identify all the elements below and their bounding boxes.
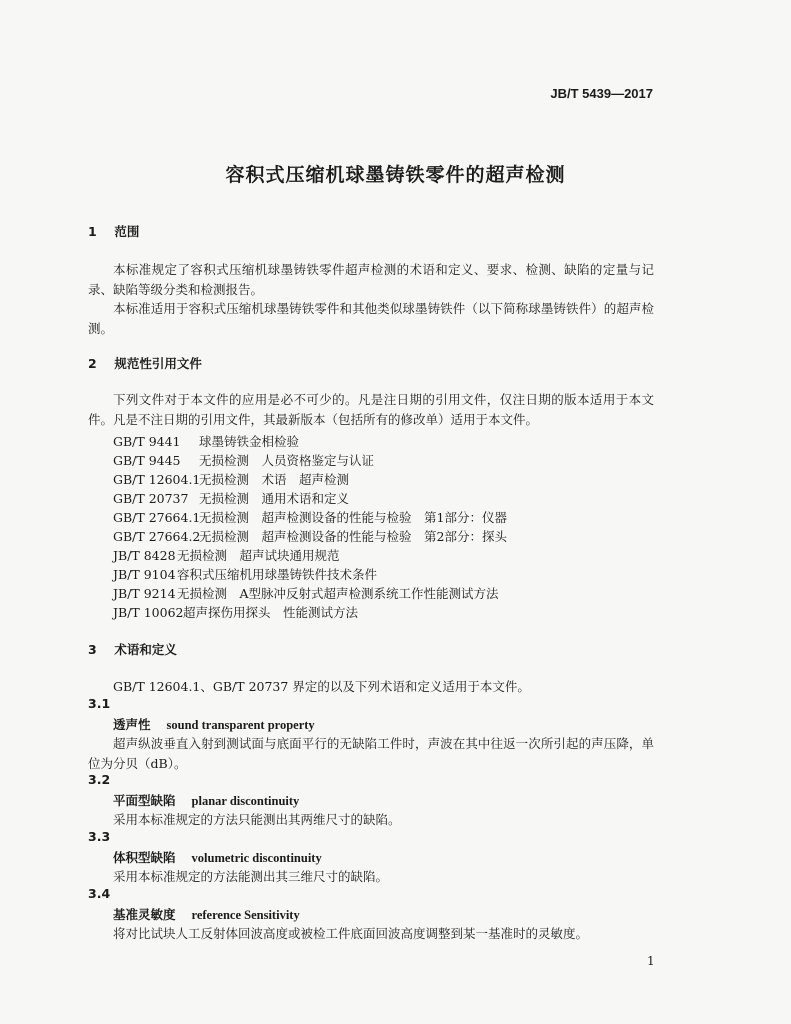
- definition-text: 采用本标准规定的方法能测出其三维尺寸的缺陷。: [113, 869, 389, 884]
- section-2-body: [88, 390, 654, 429]
- term-zh: 平面型缺陷: [113, 793, 176, 808]
- term-zh: 基准灵敏度: [113, 907, 176, 922]
- reference-item: [113, 603, 358, 621]
- reference-code: GB/T 20737: [113, 491, 189, 506]
- term-definition: [88, 734, 654, 773]
- page-number: 1: [647, 954, 655, 968]
- reference-item: [113, 508, 507, 526]
- clause-number: 3.4: [88, 886, 111, 901]
- reference-title: 超声探伤用探头 性能测试方法: [183, 605, 359, 620]
- definition-text: 超声纵波垂直入射到测试面与底面平行的无缺陷工件时，声波在其中往返一次所引起的声压降，单位为分贝（dB）。: [88, 736, 654, 771]
- section-3-intro: GB/T 12604.1、GB/T 20737 界定的以及下列术语和定义适用于本文件。: [113, 679, 530, 694]
- reference-title: 无损检测 超声检测设备的性能与检验 第1部分：仪器: [199, 510, 507, 525]
- section-number: 1: [88, 224, 97, 239]
- term-heading: [113, 848, 322, 866]
- section-number: 3: [88, 642, 97, 657]
- reference-title: 无损检测 通用术语和定义: [199, 491, 350, 506]
- section-title: 术语和定义: [114, 642, 177, 657]
- reference-item: [113, 470, 349, 488]
- clause-number: 3.2: [88, 772, 111, 787]
- term-zh: 透声性: [113, 717, 151, 732]
- term-en: sound transparent property: [166, 718, 315, 732]
- reference-title: 球墨铸铁金相检验: [199, 434, 300, 449]
- section-3-heading: [88, 640, 177, 658]
- term-en: planar discontinuity: [191, 794, 300, 808]
- reference-title: 容积式压缩机用球墨铸铁件技术条件: [177, 567, 378, 582]
- term-en: reference Sensitivity: [191, 908, 300, 922]
- paragraph: 本标准适用于容积式压缩机球墨铸铁零件和其他类似球墨铸铁件（以下简称球墨铸铁件）的超声检测。: [88, 301, 654, 336]
- term-en: volumetric discontinuity: [191, 851, 322, 865]
- clause-number: 3.1: [88, 696, 111, 711]
- reference-item: [113, 565, 377, 583]
- reference-title: 无损检测 超声试块通用规范: [177, 548, 340, 563]
- paragraph: 下列文件对于本文件的应用是必不可少的。凡是注日期的引用文件，仅注日期的版本适用于本文件。凡是不注日期的引用文件，其最新版本（包括所有的修改单）适用于本文件。: [88, 392, 654, 427]
- reference-title: 无损检测 A型脉冲反射式超声检测系统工作性能测试方法: [177, 586, 499, 601]
- reference-code: JB/T 9104: [113, 567, 176, 582]
- term-definition: [88, 867, 654, 887]
- paragraph: 本标准规定了容积式压缩机球墨铸铁零件超声检测的术语和定义、要求、检测、缺陷的定量与记录、缺陷等级分类和检测报告。: [88, 262, 654, 297]
- reference-code: JB/T 10062: [113, 605, 184, 620]
- definition-text: 将对比试块人工反射体回波高度或被检工件底面回波高度调整到某一基准时的灵敏度。: [113, 926, 589, 941]
- reference-title: 无损检测 超声检测设备的性能与检验 第2部分：探头: [199, 529, 507, 544]
- reference-code: JB/T 9214: [113, 586, 176, 601]
- reference-code: JB/T 8428: [113, 548, 176, 563]
- reference-item: [113, 432, 299, 450]
- term-definition: [88, 810, 654, 830]
- reference-item: [113, 489, 349, 507]
- reference-item: [113, 451, 374, 469]
- term-definition: [88, 924, 654, 944]
- reference-item: [113, 546, 340, 564]
- reference-item: [113, 584, 499, 602]
- term-heading: [113, 715, 315, 733]
- section-title: 规范性引用文件: [114, 356, 202, 371]
- standard-number: JB/T 5439—2017: [550, 86, 653, 101]
- term-heading: [113, 791, 299, 809]
- section-title: 范围: [114, 224, 140, 239]
- section-number: 2: [88, 356, 97, 371]
- reference-item: [113, 527, 507, 545]
- section-2-heading: [88, 354, 202, 372]
- reference-title: 无损检测 人员资格鉴定与认证: [199, 453, 375, 468]
- reference-title: 无损检测 术语 超声检测: [199, 472, 350, 487]
- reference-code: GB/T 9441: [113, 434, 181, 449]
- section-1-heading: [88, 222, 139, 240]
- section-1-body: [88, 260, 654, 338]
- reference-code: GB/T 27664.2: [113, 529, 201, 544]
- reference-code: GB/T 9445: [113, 453, 181, 468]
- document-title: 容积式压缩机球墨铸铁零件的超声检测: [225, 164, 566, 186]
- term-zh: 体积型缺陷: [113, 850, 176, 865]
- clause-number: 3.3: [88, 829, 111, 844]
- definition-text: 采用本标准规定的方法只能测出其两维尺寸的缺陷。: [113, 812, 401, 827]
- term-heading: [113, 905, 300, 923]
- reference-code: GB/T 12604.1: [113, 472, 201, 487]
- reference-code: GB/T 27664.1: [113, 510, 201, 525]
